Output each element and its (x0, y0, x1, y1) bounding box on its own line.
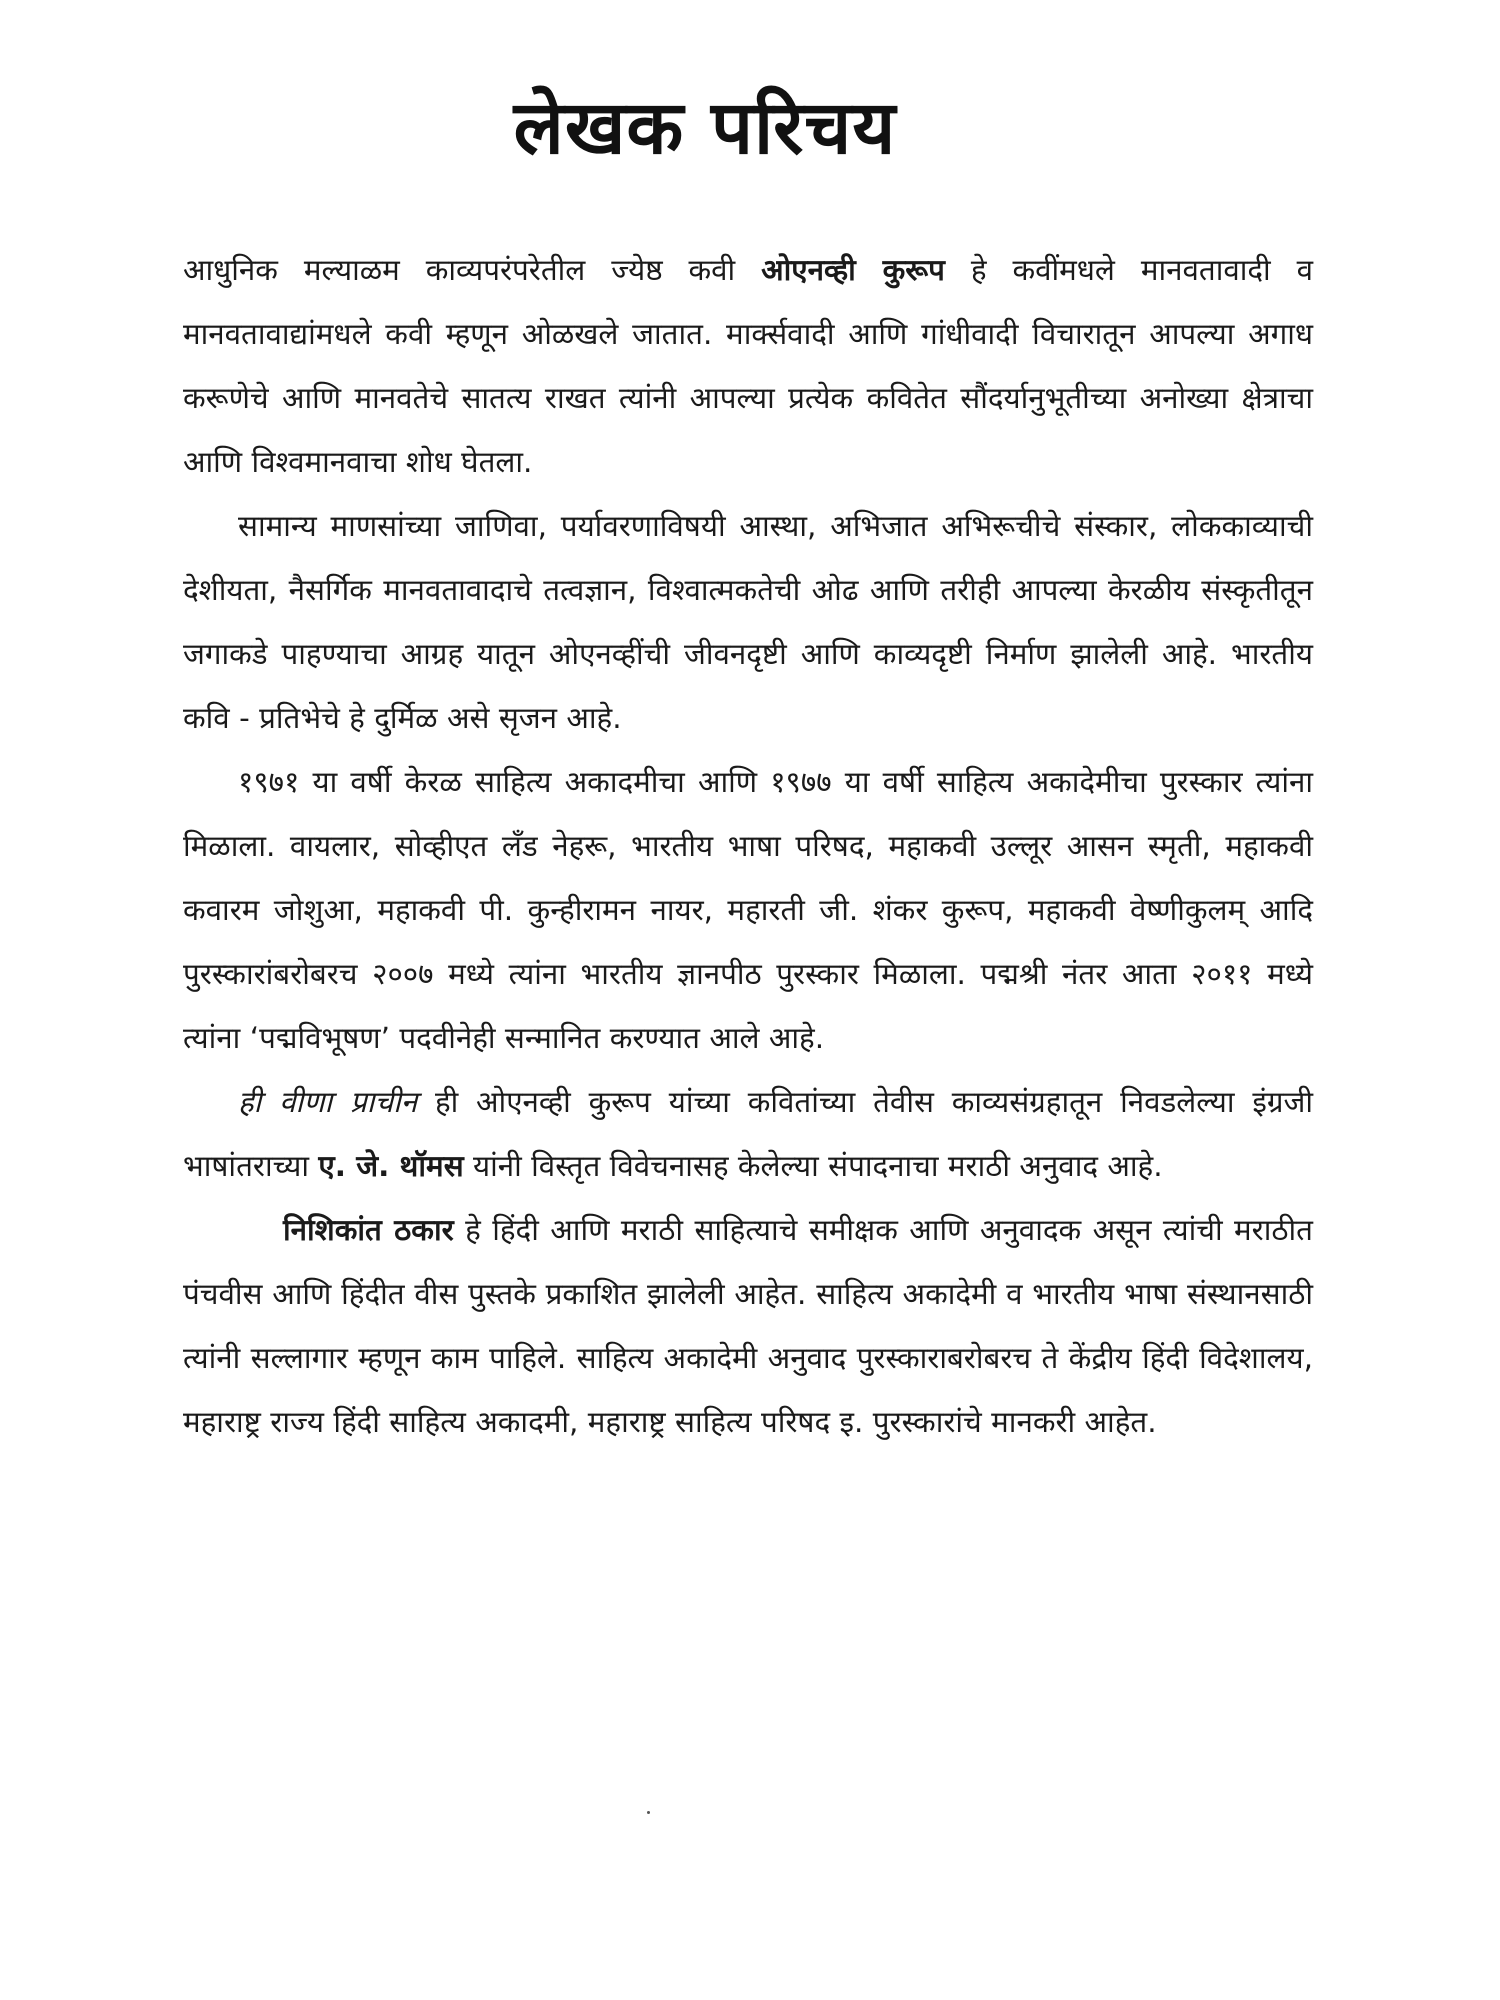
document-body (183, 238, 1313, 1454)
paragraph-translator (183, 1198, 1313, 1454)
paragraph-text: हे हिंदी आणि मराठी साहित्याचे समीक्षक आणि अनुवादक असून त्यांची मराठीत पंचवीस आणि हिंदीत वीस पुस्तके प्रकाशित झालेली आहेत. साहित्य अकादेमी व भारतीय भाषा संस्थानसाठी त्यांनी सल्लागार म्हणून काम पाहिले. साहित्य अकादेमी अनुवाद पुरस्काराबरोबरच ते केंद्रीय हिंदी विदेशालय, महाराष्ट्र राज्य हिंदी साहित्य अकादमी, महाराष्ट्र साहित्य परिषद इ. पुरस्कारांचे मानकरी आहेत. (183, 1213, 1313, 1439)
paragraph-awards (183, 750, 1313, 1070)
paragraph-text: सामान्य माणसांच्या जाणिवा, पर्यावरणाविषयी आस्था, अभिजात अभिरूचीचे संस्कार, लोककाव्याची देशीयता, नैसर्गिक मानवतावादाचे तत्वज्ञान, विश्वात्मकतेची ओढ आणि तरीही आपल्या केरळीय संस्कृतीतून जगाकडे पाहण्याचा आग्रह यातून ओएनव्हींची जीवनदृष्टी आणि काव्यदृष्टी निर्माण झालेली आहे. भारतीय कवि - प्रतिभेचे हे दुर्मिळ असे सृजन आहे. (183, 509, 1313, 735)
poet-name: ओएनव्ही कुरूप (761, 253, 945, 287)
speck-mark (647, 1811, 650, 1814)
paragraph-text: यांनी विस्तृत विवेचनासह केलेल्या संपादनाचा मराठी अनुवाद आहे. (463, 1149, 1163, 1183)
page-title: लेखक परिचय (513, 85, 897, 171)
paragraph-text: १९७१ या वर्षी केरळ साहित्य अकादमीचा आणि १९७७ या वर्षी साहित्य अकादेमीचा पुरस्कार त्यांना मिळाला. वायलार, सोव्हीएत लँड नेहरू, भारतीय भाषा परिषद, महाकवी उल्लूर आसन स्मृती, महाकवी कवारम जोशुआ, महाकवी पी. कुन्हीरामन नायर, महारती जी. शंकर कुरूप, महाकवी वेष्णीकुलम् आदि पुरस्कारांबरोबरच २००७ मध्ये त्यांना भारतीय ज्ञानपीठ पुरस्कार मिळाला. पद्मश्री नंतर आता २०११ मध्ये त्यांना ‘पद्मविभूषण’ पदवीनेही सन्मानित करण्यात आले आहे. (183, 765, 1313, 1055)
paragraph-book (183, 1070, 1313, 1198)
paragraph-text: आधुनिक मल्याळम काव्यपरंपरेतील ज्येष्ठ कवी (183, 253, 762, 287)
book-title: ही वीणा प्राचीन (238, 1085, 418, 1119)
paragraph-text: हे कवींमधले मानवतावादी व मानवतावाद्यांमधले कवी म्हणून ओळखले जातात. मार्क्सवादी आणि गांधीवादी विचारातून आपल्या अगाध करूणेचे आणि मानवतेचे सातत्य राखत त्यांनी आपल्या प्रत्येक कवितेत सौंदर्यानुभूतीच्या अनोख्या क्षेत्राचा आणि विश्वमानवाचा शोध घेतला. (183, 253, 1314, 479)
paragraph-intro (183, 238, 1313, 494)
translator-name: निशिकांत ठकार (283, 1213, 454, 1247)
editor-name: ए. जे. थॉमस (318, 1149, 464, 1183)
paragraph-vision (183, 494, 1313, 750)
paragraph-text: ही ओएनव्ही कुरूप यांच्या कवितांच्या तेवीस काव्यसंग्रहातून निवडलेल्या इंग्रजी भाषांतराच्या (183, 1085, 1313, 1183)
